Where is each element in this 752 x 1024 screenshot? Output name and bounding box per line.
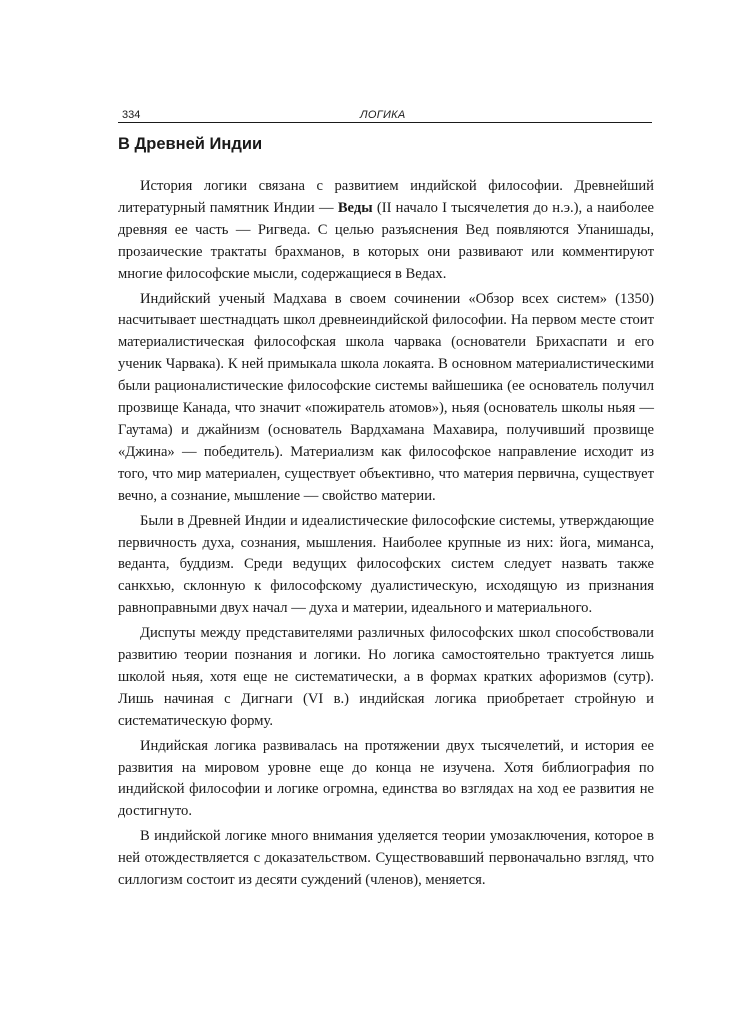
running-head (118, 108, 652, 123)
page-number: 334 (122, 109, 141, 121)
running-title: ЛОГИКА (360, 109, 406, 121)
paragraph: Диспуты между представителями различных философских школ способствовали развитию теории познания и логики. Но логика самостоятельно трактуется лишь школой ньяя, хотя еще не систематически, а в формах кратких афоризмов (сутр). Лишь начиная с Дигнаги (VI в.) индийская логика приобретает стройную и систематическую форму. (118, 625, 654, 729)
paragraph-text: История логики связана с развитием индийской философии. Древнейший литературный памятник Индии — (118, 178, 654, 216)
bold-term-vedas: Веды (337, 199, 373, 216)
paragraph: Индийский ученый Мадхава в своем сочинении «Обзор всех систем» (1350) насчитывает шестнадцать школ древнеиндийской философии. На первом месте стоит материалистическая философская школа чарвака (основатели Брихаспати и его ученик Чарвака). К ней примыкала школа локаята. В основном материалистическими были рационалистические философские системы вайшешика (ее основатель получил прозвище Канада, что значит «пожиратель атомов»), ньяя (основатель школы ньяя — Гаутама) и джайнизм (основатель Вардхамана Махавира, получивший прозвище «Джина» — победитель). Материализм как философское направление исходит из того, что мир материален, существует объективно, что материя первична, существует вечно, а сознание, мышление — свойство материи. (118, 290, 654, 504)
body-text (118, 176, 654, 892)
paragraph: В индийской логике много внимания уделяется теории умозаключения, которое в ней отождествляется с доказательством. Существовавший первоначально взгляд, что силлогизм состоит из десяти суждений (членов), меняется. (118, 828, 654, 889)
paragraph: Были в Древней Индии и идеалистические философские системы, утверждающие первичность духа, сознания, мышления. Наиболее крупные из них: йога, миманса, веданта, буддизм. Среди ведущих философских систем следует назвать также санкхью, склонную к философскому дуалистическую, исходящую из признания равноправными двух начал — духа и материи, идеального и материального. (118, 512, 654, 617)
paragraph-text: (II начало I тысячелетия до н.э.), а наиболее древняя ее часть — Ригведа. С целью разъяснения Вед появляются Упанишады, прозаические трактаты брахманов, в которых они развивают или комментируют многие философские мысли, содержащиеся в Ведах. (118, 199, 655, 282)
paragraph (118, 176, 654, 286)
section-title: В Древней Индии (118, 135, 263, 153)
paragraph: Индийская логика развивалась на протяжении двух тысячелетий, и история ее развития на мировом уровне еще до конца не изучена. Хотя библиография по индийской философии и логике огромна, единства во взглядах на ход ее развития не достигнуто. (118, 737, 654, 820)
